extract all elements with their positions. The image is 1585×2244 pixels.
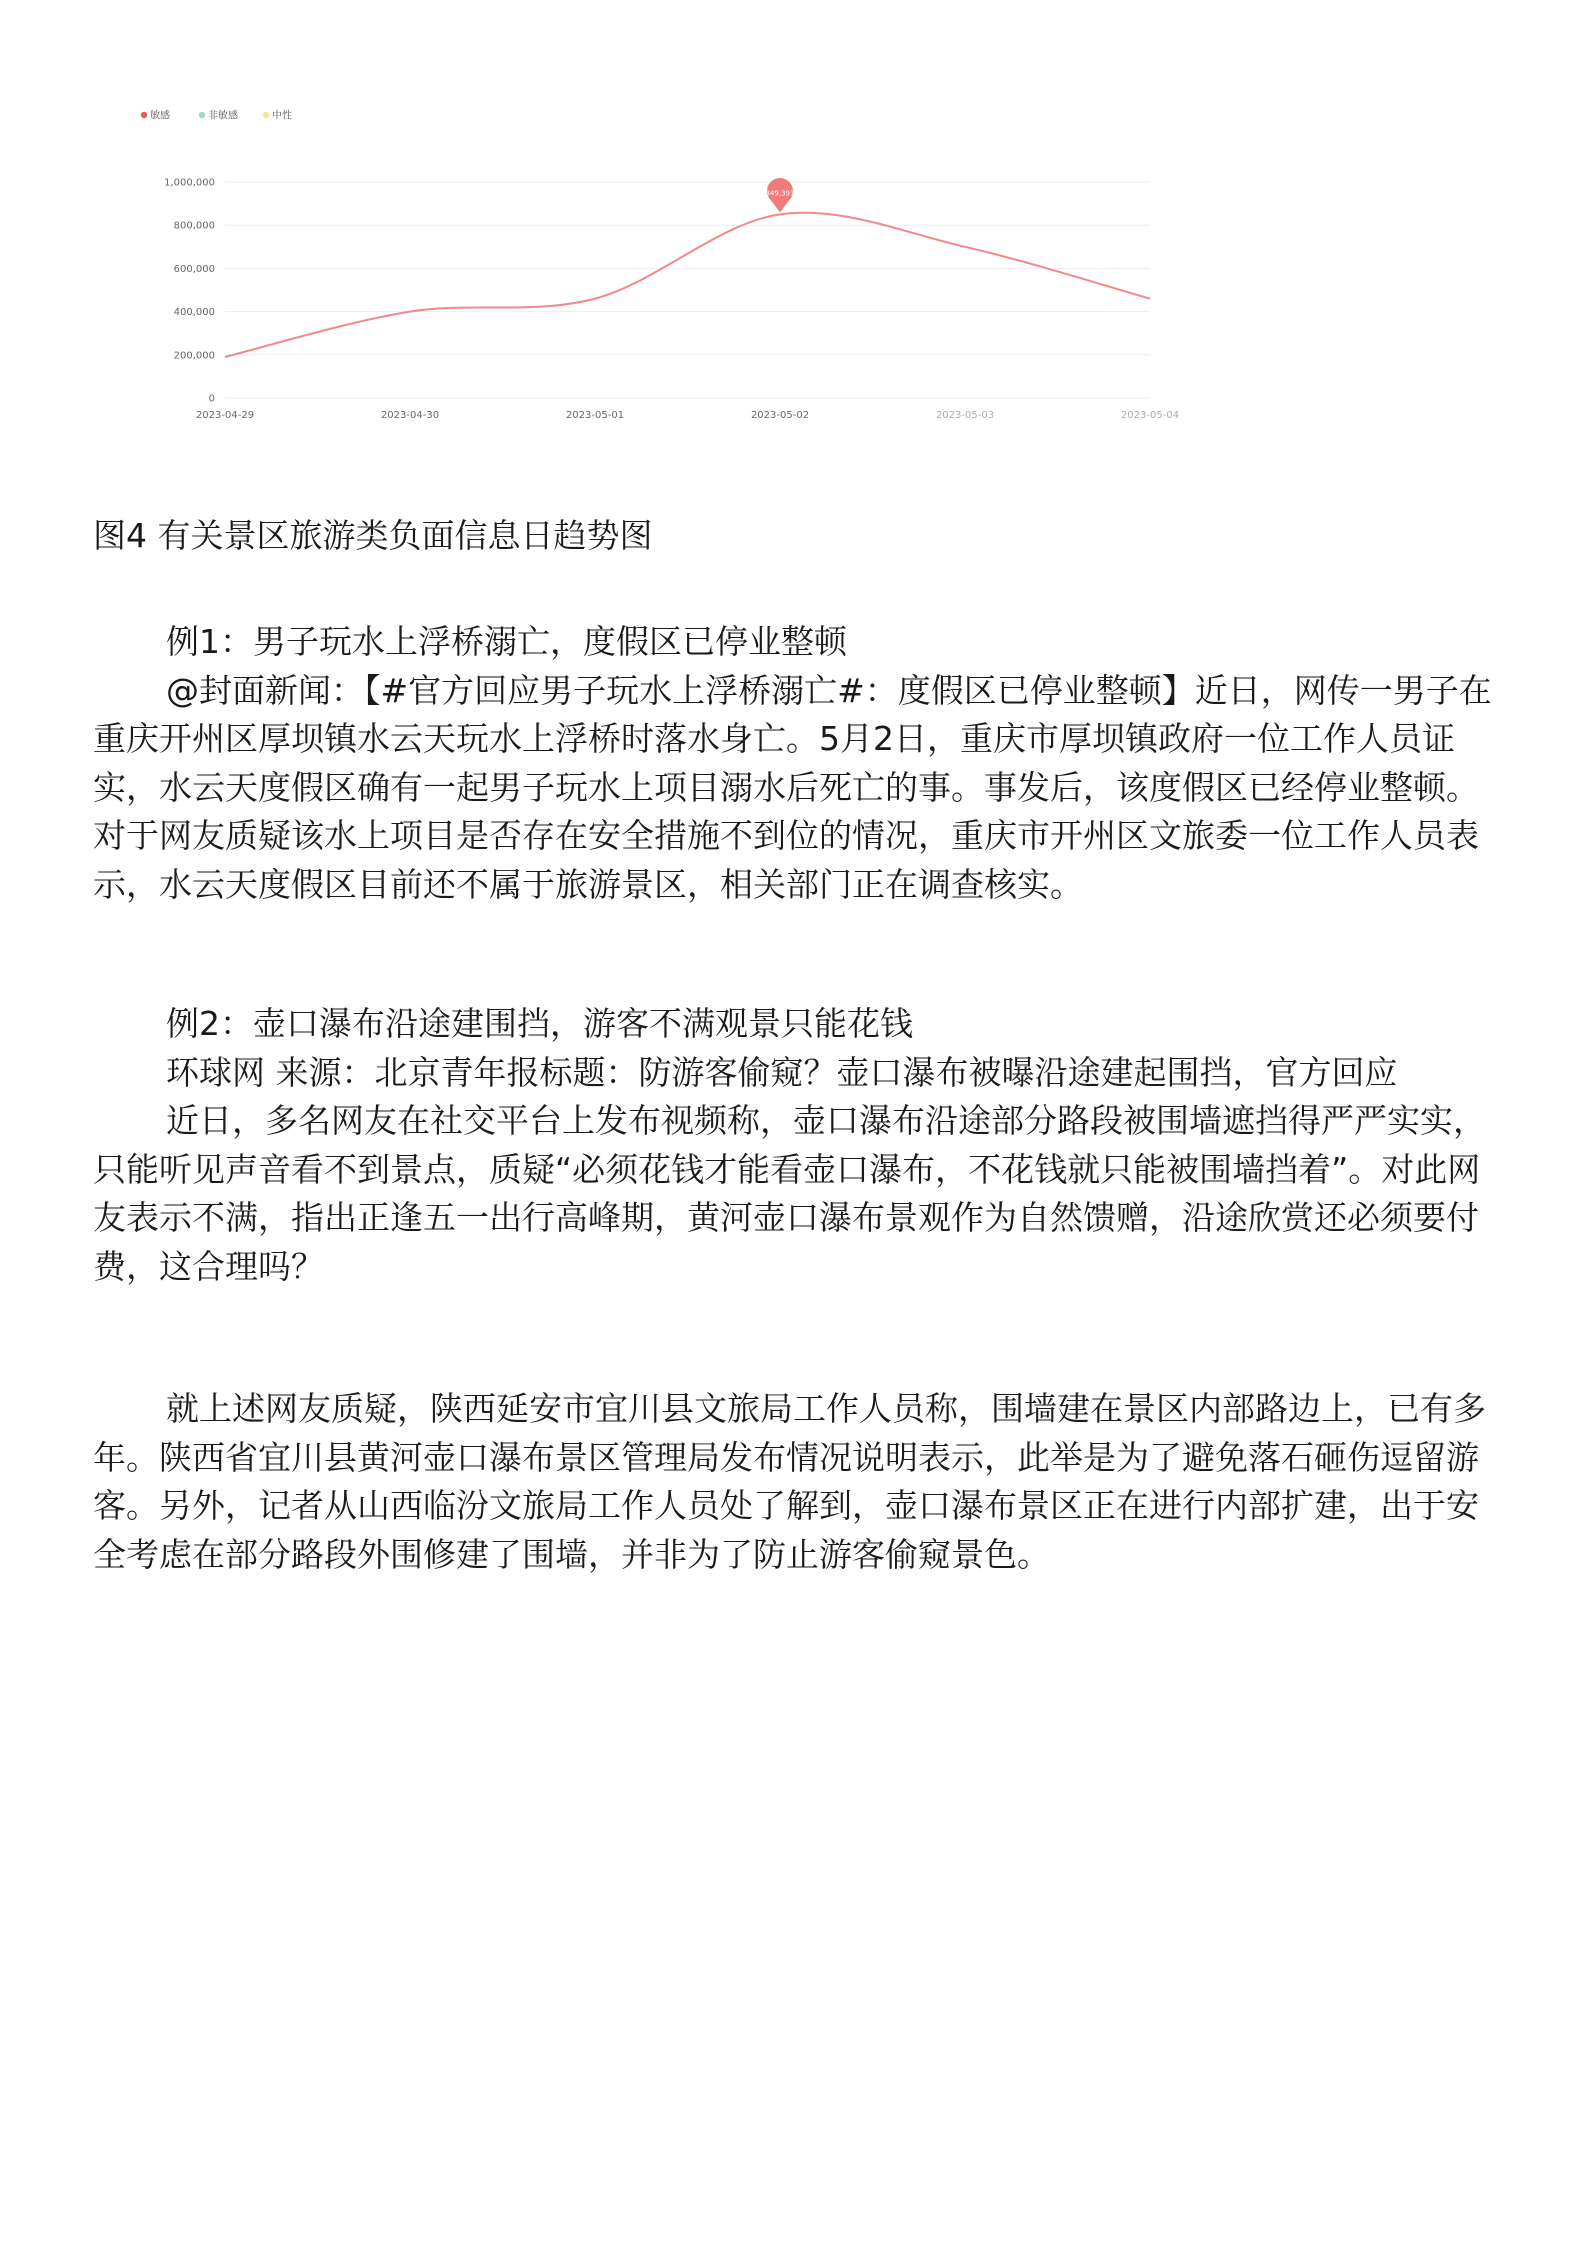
example-1 (93, 618, 1503, 909)
caption-text: 图4 有关景区旅游类负面信息日趋势图 (93, 516, 653, 555)
example-2 (93, 1000, 1503, 1291)
x-tick-label-2: 2023-05-01 (565, 410, 625, 421)
example-2-source: 环球网 来源：北京青年报标题：防游客偷窥？壶口瀑布被曝沿途建起围挡，官方回应 (166, 1052, 1398, 1092)
example-1-body: @封面新闻：【#官方回应男子玩水上浮桥溺亡#：度假区已停业整顿】近日，网传一男子在重庆开州区厚坝镇水云天玩水上浮桥时落水身亡。5月2日，重庆市厚坝镇政府一位工作人员证实，水云天度假区确有一起男子玩水上项目溺水后死亡的事。事发后，该度假区已经停业整顿。对于网友质疑该水上项目是否存在安全措施不到位的情况，重庆市开州区文旅委一位工作人员表示，水云天度假区目前还不属于旅游景区，相关部门正在调查核实。 (93, 670, 1492, 904)
y-tick-label-0: 0 (208, 393, 215, 405)
y-axis (164, 178, 215, 405)
y-tick-label-4: 800,000 (173, 220, 215, 232)
peak-label: 849,393 (765, 189, 795, 198)
official-response (93, 1385, 1503, 1579)
y-tick-label-1: 200,000 (173, 350, 215, 362)
y-tick-label-3: 600,000 (173, 263, 215, 275)
x-tick-label-5: 2023-05-04 (1120, 410, 1180, 421)
example-1-title: 例1：男子玩水上浮桥溺亡，度假区已停业整顿 (166, 622, 847, 661)
example-2-title: 例2：壶口瀑布沿途建围挡，游客不满观景只能花钱 (166, 1004, 913, 1043)
x-tick-label-4: 2023-05-03 (935, 410, 995, 421)
legend-label-0: 敏感 (150, 110, 170, 122)
legend-label-2: 中性 (272, 110, 292, 122)
x-axis (196, 410, 1179, 421)
example-2-body: 近日，多名网友在社交平台上发布视频称，壶口瀑布沿途部分路段被围墙遮挡得严严实实，只能听见声音看不到景点，质疑“必须花钱才能看壶口瀑布，不花钱就只能被围墙挡着”。对此网友表示不满，指出正逢五一出行高峰期，黄河壶口瀑布景观作为自然馈赠，沿途欣赏还必须要付费，这合理吗？ (93, 1101, 1486, 1286)
chart-legend (141, 109, 292, 122)
chart-series (224, 213, 1152, 359)
chart-grid (225, 182, 1150, 398)
y-tick-label-2: 400,000 (173, 307, 215, 319)
legend-label-1: 非敏感 (208, 110, 238, 122)
x-tick-label-0: 2023-04-29 (195, 410, 255, 421)
trend-chart (130, 95, 1250, 445)
trend-chart-svg (130, 95, 1250, 445)
series-line-0 (225, 213, 1150, 357)
legend-marker-0 (141, 112, 147, 118)
y-tick-label-5: 1,000,000 (164, 177, 215, 189)
official-response-text: 就上述网友质疑，陕西延安市宜川县文旅局工作人员称，围墙建在景区内部路边上，已有多年。陕西省宜川县黄河壶口瀑布景区管理局发布情况说明表示，此举是为了避免落石砸伤逗留游客。另外，记者从山西临汾文旅局工作人员处了解到，壶口瀑布景区正在进行内部扩建，出于安全考虑在部分路段外围修建了围墙，并非为了防止游客偷窥景色。 (93, 1389, 1486, 1574)
legend-marker-1 (199, 112, 205, 118)
x-tick-label-3: 2023-05-02 (750, 410, 810, 421)
legend-marker-2 (263, 112, 269, 118)
x-tick-label-1: 2023-04-30 (380, 410, 440, 421)
figure-caption (93, 512, 1503, 561)
peak-marker (766, 178, 795, 212)
